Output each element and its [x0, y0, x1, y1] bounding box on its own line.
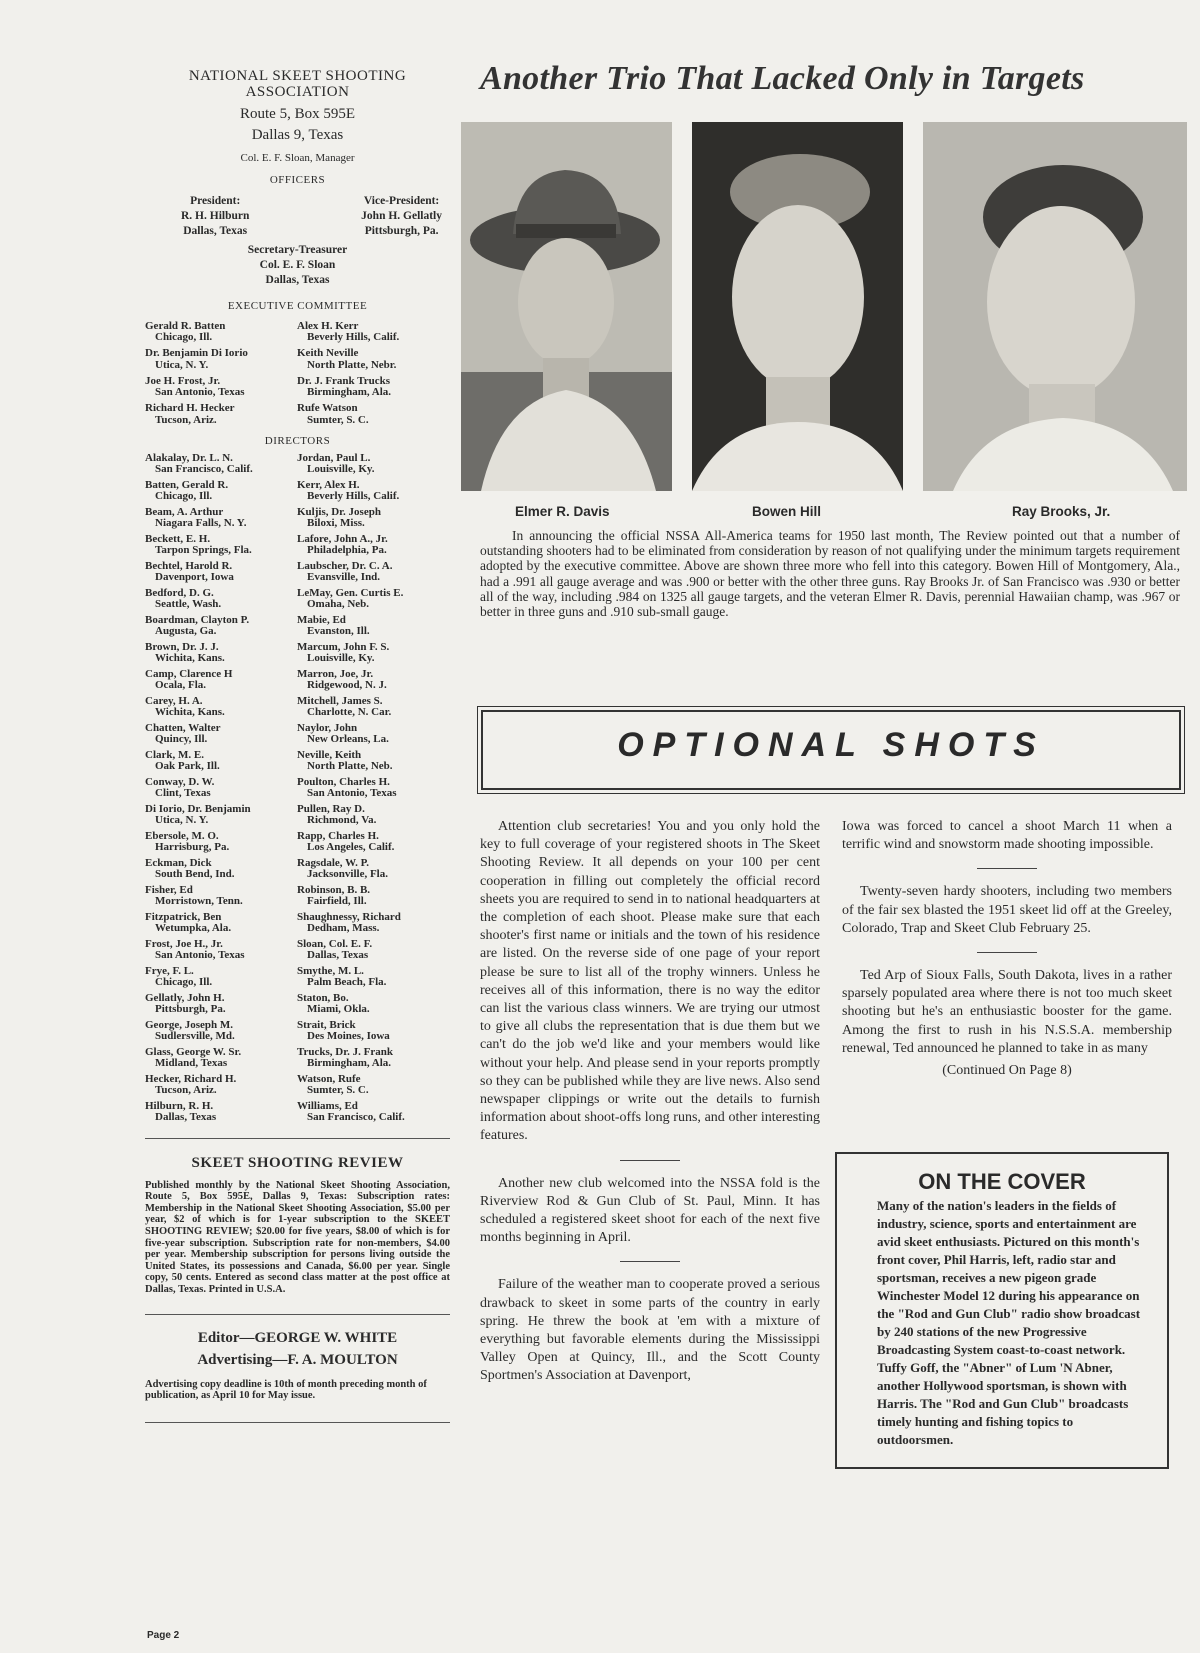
person-location: Dallas, Texas	[307, 949, 369, 962]
person-entry	[145, 912, 293, 935]
person-location: Louisville, Ky.	[307, 652, 375, 665]
secretary-name: Col. E. F. Sloan	[259, 259, 336, 271]
person-entry	[145, 1020, 293, 1043]
person-name: Mitchell, James S.	[297, 694, 383, 707]
person-entry	[297, 403, 450, 426]
divider	[145, 1138, 450, 1139]
secretary-location: Dallas, Texas	[265, 274, 330, 286]
person-name: Poulton, Charles H.	[297, 775, 390, 788]
person-entry	[145, 480, 293, 503]
person-name: Eckman, Dick	[145, 856, 212, 869]
paragraph: Iowa was forced to cancel a shoot March 11 when a terrific wind and snowstorm made shooting impossible.	[842, 819, 1172, 853]
person-location: New Orleans, La.	[307, 733, 389, 746]
person-entry	[297, 588, 450, 611]
person-location: Ocala, Fla.	[155, 679, 207, 692]
paragraph: Attention club secretaries! You and you only hold the key to full coverage of your registered shoots in The Skeet Shooting Review. It all depends on your 100 per cent cooperation in filling out completely the official record sheets you are required to send in to national headquarters at the completion of each shoot. Please make sure that each shooter's first name or initials and the town of his residence are listed. On the reverse side of one page of your report please be sure to list all of the trophy winners. Unless he receives all of this information, there is no way the editor can list the various class winners. We are trying our utmost to give all clubs the representation that is due them but we can't do the job we'd like and your members would like without your help. And please send in your reports promptly so they can be published while they are live news. Also send newspaper clippings or write out the details to furnish information about shoot-offs long runs, and other interesting features.	[480, 819, 820, 1144]
person-name: Bechtel, Harold R.	[145, 559, 233, 572]
secretary-label: Secretary-Treasurer	[247, 244, 348, 256]
person-name: Robinson, B. B.	[297, 883, 371, 896]
person-location: Augusta, Ga.	[155, 625, 217, 638]
person-name: Chatten, Walter	[145, 721, 221, 734]
person-name: Williams, Ed	[297, 1099, 358, 1112]
vp-location: Pittsburgh, Pa.	[364, 225, 439, 237]
article-headline: Another Trio That Lacked Only in Targets	[480, 60, 1085, 97]
person-location: Louisville, Ky.	[307, 463, 375, 476]
person-entry	[145, 1101, 293, 1124]
person-entry	[145, 723, 293, 746]
person-location: South Bend, Ind.	[155, 868, 235, 881]
person-entry	[297, 966, 450, 989]
person-entry	[297, 696, 450, 719]
secretary-treasurer	[145, 243, 450, 288]
person-name: Conway, D. W.	[145, 775, 215, 788]
person-entry	[297, 376, 450, 399]
person-entry	[297, 453, 450, 476]
person-name: Rapp, Charles H.	[297, 829, 379, 842]
person-location: North Platte, Nebr.	[307, 358, 397, 371]
divider	[145, 1314, 450, 1315]
officers-heading: OFFICERS	[269, 174, 326, 186]
person-name: Gellatly, John H.	[145, 991, 225, 1004]
person-name: Pullen, Ray D.	[297, 802, 365, 815]
review-title: SKEET SHOOTING REVIEW	[191, 1154, 404, 1171]
person-location: Charlotte, N. Car.	[307, 706, 392, 719]
person-name: LeMay, Gen. Curtis E.	[297, 586, 404, 599]
separator	[620, 1261, 680, 1262]
person-location: Evansville, Ind.	[307, 571, 381, 584]
person-name: Laubscher, Dr. C. A.	[297, 559, 393, 572]
person-entry	[297, 642, 450, 665]
person-entry	[297, 1047, 450, 1070]
portrait-1-image	[461, 122, 672, 491]
person-entry	[297, 1020, 450, 1043]
person-name: Keith Neville	[297, 347, 359, 360]
person-name: Kerr, Alex H.	[297, 478, 360, 491]
person-location: San Francisco, Calif.	[155, 463, 253, 476]
person-location: Harrisburg, Pa.	[155, 841, 230, 854]
person-name: Hecker, Richard H.	[145, 1072, 237, 1085]
person-location: Miami, Okla.	[307, 1003, 370, 1016]
person-entry	[145, 453, 293, 476]
person-name: Clark, M. E.	[145, 748, 204, 761]
person-location: Evanston, Ill.	[307, 625, 370, 638]
portrait-3-image	[923, 122, 1187, 491]
person-entry	[145, 376, 293, 399]
president-name: R. H. Hilburn	[181, 210, 250, 222]
person-entry	[145, 696, 293, 719]
person-location: Richmond, Va.	[307, 814, 377, 827]
person-location: Sumter, S. C.	[307, 1084, 369, 1097]
person-location: North Platte, Neb.	[307, 760, 393, 773]
person-name: Frost, Joe H., Jr.	[145, 937, 223, 950]
vp-label: Vice-President:	[363, 195, 440, 207]
executive-committee-list	[145, 321, 450, 431]
person-location: Tarpon Springs, Fla.	[155, 544, 252, 557]
editor-credit: Editor—GEORGE W. WHITE	[197, 1329, 398, 1346]
person-entry	[145, 507, 293, 530]
person-location: Philadelphia, Pa.	[307, 544, 387, 557]
person-entry	[145, 777, 293, 800]
person-name: Marron, Joe, Jr.	[297, 667, 374, 680]
person-entry	[297, 804, 450, 827]
person-location: Morristown, Tenn.	[155, 895, 243, 908]
person-location: Niagara Falls, N. Y.	[155, 517, 247, 530]
on-the-cover-box	[835, 1152, 1169, 1469]
person-location: Sumter, S. C.	[307, 413, 369, 426]
person-name: Frye, F. L.	[145, 964, 194, 977]
person-name: Dr. J. Frank Trucks	[297, 374, 391, 387]
person-name: Fisher, Ed	[145, 883, 193, 896]
person-entry	[145, 1047, 293, 1070]
cover-title: ON THE COVER	[918, 1169, 1086, 1194]
portrait-2-image	[692, 122, 903, 491]
person-name: Carey, H. A.	[145, 694, 203, 707]
person-name: Staton, Bo.	[297, 991, 349, 1004]
person-location: Oak Park, Ill.	[155, 760, 220, 773]
person-entry	[297, 831, 450, 854]
person-name: Ebersole, M. O.	[145, 829, 219, 842]
person-entry	[297, 1074, 450, 1097]
person-location: Birmingham, Ala.	[307, 386, 392, 399]
person-entry	[297, 480, 450, 503]
person-name: Fitzpatrick, Ben	[145, 910, 222, 923]
person-entry	[145, 534, 293, 557]
person-entry	[297, 1101, 450, 1124]
person-location: Tucson, Ariz.	[155, 413, 217, 426]
person-name: Brown, Dr. J. J.	[145, 640, 219, 653]
person-location: Utica, N. Y.	[155, 358, 209, 371]
person-location: Seattle, Wash.	[155, 598, 222, 611]
person-location: Davenport, Iowa	[155, 571, 234, 584]
photo-ray-brooks	[923, 122, 1187, 491]
person-name: Camp, Clarence H	[145, 667, 233, 680]
person-entry	[297, 561, 450, 584]
person-entry	[145, 561, 293, 584]
person-entry	[297, 912, 450, 935]
cover-text: Many of the nation's leaders in the fields of industry, science, sports and entertainment are avid skeet enthusiasts. Pictured on this month's front cover, Phil Harris, left, radio star and sportsman, receives a new pigeon grade Winchester Model 12 during his appearance on the "Rod and Gun Club" radio show broadcast by 240 stations of the new Progressive Broadcasting System coast-to-coast network. Tuffy Goff, the "Abner" of Lum 'N Abner, another Hollywood sportsman, is shown with Harris. The "Rod and Gun Club" broadcasts timely hunting and fishing topics to outdoorsmen.	[877, 1198, 1141, 1447]
person-name: Glass, George W. Sr.	[145, 1045, 242, 1058]
person-entry	[297, 993, 450, 1016]
person-entry	[145, 750, 293, 773]
paragraph: Ted Arp of Sioux Falls, South Dakota, lives in a rather sparsely populated area where there is not too much skeet shooting but he's an enthusiastic booster for the game. Among the first to rush in his N.S.S.A. membership renewal, Ted announced he planned to take in as many	[842, 968, 1172, 1056]
person-name: Jordan, Paul L.	[297, 451, 371, 464]
directors-heading: DIRECTORS	[264, 434, 331, 447]
person-location: San Antonio, Texas	[155, 949, 245, 962]
org-manager: Col. E. F. Sloan, Manager	[240, 152, 355, 164]
person-entry	[297, 750, 450, 773]
person-entry	[297, 858, 450, 881]
person-name: Trucks, Dr. J. Frank	[297, 1045, 393, 1058]
org-address-line-1: Route 5, Box 595E	[240, 106, 355, 122]
person-name: Joe H. Frost, Jr.	[145, 374, 221, 387]
person-location: Wichita, Kans.	[155, 652, 225, 665]
paragraph: Failure of the weather man to cooperate proved a serious drawback to skeet in some parts of the country in early spring. He threw the book at 'em with a mixture of everything but favorable elements during the Mississippi Valley Open at Quincy, Ill., and the Scott County Sportmen's Association at Davenport,	[480, 1277, 820, 1384]
vp-name: John H. Gellatly	[361, 210, 442, 222]
person-entry	[297, 348, 450, 371]
person-name: Di Iorio, Dr. Benjamin	[145, 802, 251, 815]
person-entry	[145, 642, 293, 665]
person-entry	[297, 777, 450, 800]
person-location: San Francisco, Calif.	[307, 1111, 405, 1124]
person-entry	[145, 669, 293, 692]
page-number: Page 2	[147, 1630, 180, 1641]
optional-shots-title: OPTIONAL SHOTS	[617, 726, 1045, 764]
person-name: Lafore, John A., Jr.	[297, 532, 388, 545]
paragraph: Twenty-seven hardy shooters, including two members of the fair sex blasted the 1951 skeet lid off at the Greeley, Colorado, Trap and Skeet Club February 25.	[842, 884, 1172, 936]
caption-3: Ray Brooks, Jr.	[1012, 504, 1111, 519]
person-location: San Antonio, Texas	[155, 386, 245, 399]
vice-president	[361, 194, 442, 239]
person-name: Richard H. Hecker	[145, 402, 235, 415]
person-entry	[145, 939, 293, 962]
person-location: Utica, N. Y.	[155, 814, 209, 827]
continued-note: (Continued On Page 8)	[942, 1063, 1072, 1079]
person-name: Beam, A. Arthur	[145, 505, 224, 518]
person-location: Biloxi, Miss.	[307, 517, 365, 530]
president-location: Dallas, Texas	[183, 225, 248, 237]
person-entry	[145, 403, 293, 426]
person-name: Bedford, D. G.	[145, 586, 214, 599]
optional-shots-column-2	[842, 818, 1172, 1080]
person-entry	[145, 966, 293, 989]
separator	[977, 868, 1037, 869]
person-location: Beverly Hills, Calif.	[307, 490, 400, 503]
person-location: Los Angeles, Calif.	[307, 841, 395, 854]
person-entry	[145, 321, 293, 344]
optional-shots-column-1	[480, 818, 820, 1400]
person-entry	[145, 885, 293, 908]
person-location: Chicago, Ill.	[155, 331, 213, 344]
caption-1: Elmer R. Davis	[515, 504, 610, 519]
person-name: Strait, Brick	[297, 1018, 356, 1031]
person-entry	[297, 723, 450, 746]
person-name: Boardman, Clayton P.	[145, 613, 250, 626]
person-entry	[297, 615, 450, 638]
review-publication-info: Published monthly by the National Skeet Shooting Association, Route 5, Box 595E, Dallas 9, Texas: Subscription rates: Membership in the National Skeet Shooting Association, $5.00 per year, $2 of which is for 1-year subscription to the SKEET SHOOTING REVIEW; $20.00 for five years, $8.00 of which is for five-year subscription. Subscription rate for non-members, $4.00 per year. Membership subscription for persons living outside the United States, its possessions and Canada, $6.00 per year. Single copy, 50 cents. Entered as second class matter at the post office at Dallas, Texas. Printed in U.S.A.	[145, 1179, 450, 1295]
person-name: Mabie, Ed	[297, 613, 346, 626]
person-entry	[145, 348, 293, 371]
person-entry	[145, 831, 293, 854]
person-location: Des Moines, Iowa	[307, 1030, 390, 1043]
person-entry	[297, 939, 450, 962]
person-name: Watson, Rufe	[297, 1072, 361, 1085]
person-entry	[145, 993, 293, 1016]
president-label: President:	[190, 195, 241, 207]
divider	[145, 1422, 450, 1423]
person-entry	[297, 534, 450, 557]
person-name: Batten, Gerald R.	[145, 478, 229, 491]
person-location: Chicago, Ill.	[155, 976, 213, 989]
person-location: Omaha, Neb.	[307, 598, 370, 611]
person-location: Palm Beach, Fla.	[307, 976, 387, 989]
person-entry	[297, 669, 450, 692]
person-name: Kuljis, Dr. Joseph	[297, 505, 381, 518]
person-entry	[145, 1074, 293, 1097]
person-location: Chicago, Ill.	[155, 490, 213, 503]
person-location: Sudlersville, Md.	[155, 1030, 235, 1043]
person-location: Birmingham, Ala.	[307, 1057, 392, 1070]
advertising-credit: Advertising—F. A. MOULTON	[197, 1351, 398, 1368]
org-address-line-2: Dallas 9, Texas	[251, 127, 344, 143]
separator	[620, 1160, 680, 1161]
masthead	[145, 68, 450, 1423]
person-name: George, Joseph M.	[145, 1018, 233, 1031]
photo-bowen-hill	[692, 122, 903, 491]
executive-heading: EXECUTIVE COMMITTEE	[227, 300, 368, 312]
person-name: Hilburn, R. H.	[145, 1099, 214, 1112]
person-name: Marcum, John F. S.	[297, 640, 390, 653]
person-name: Naylor, John	[297, 721, 358, 734]
person-name: Neville, Keith	[297, 748, 362, 761]
person-entry	[297, 885, 450, 908]
caption-2: Bowen Hill	[752, 504, 822, 519]
person-location: Quincy, Ill.	[155, 733, 208, 746]
org-name: NATIONAL SKEET SHOOTING ASSOCIATION	[188, 68, 407, 100]
person-name: Ragsdale, W. P.	[297, 856, 370, 869]
person-location: Wichita, Kans.	[155, 706, 225, 719]
person-location: Ridgewood, N. J.	[307, 679, 387, 692]
photo-elmer-davis	[461, 122, 672, 491]
person-location: Wetumpka, Ala.	[155, 922, 232, 935]
person-name: Smythe, M. L.	[297, 964, 364, 977]
paragraph: Another new club welcomed into the NSSA fold is the Riverview Rod & Gun Club of St. Paul, Minn. It has scheduled a registered skeet shoot for each of the next five months beginning in April.	[480, 1175, 820, 1246]
separator	[977, 952, 1037, 953]
person-location: Dedham, Mass.	[307, 922, 380, 935]
president	[181, 194, 249, 239]
advertising-deadline: Advertising copy deadline is 10th of month preceding month of publication, as April 10 for May issue.	[145, 1378, 427, 1402]
person-entry	[145, 858, 293, 881]
person-location: Tucson, Ariz.	[155, 1084, 217, 1097]
person-name: Beckett, E. H.	[145, 532, 211, 545]
person-name: Alex H. Kerr	[297, 320, 359, 332]
person-entry	[145, 804, 293, 827]
officers-block	[145, 194, 450, 239]
person-location: Fairfield, Ill.	[307, 895, 367, 908]
person-entry	[297, 507, 450, 530]
person-location: Midland, Texas	[155, 1057, 228, 1070]
person-name: Gerald R. Batten	[145, 320, 226, 332]
person-location: San Antonio, Texas	[307, 787, 397, 800]
person-location: Dallas, Texas	[155, 1111, 217, 1124]
person-location: Beverly Hills, Calif.	[307, 331, 400, 344]
person-name: Dr. Benjamin Di Iorio	[145, 347, 248, 360]
directors-list	[145, 453, 450, 1128]
person-name: Alakalay, Dr. L. N.	[145, 451, 233, 464]
person-entry	[297, 321, 450, 344]
org-address	[145, 104, 450, 146]
person-name: Rufe Watson	[297, 402, 358, 415]
article-intro: In announcing the official NSSA All-America teams for 1950 last month, The Review pointed out that a number of outstanding shooters had to be eliminated from consideration by reason of not qualifying under the minimum targets requirement adopted by the executive committee. Above are shown three more who fell into this category. Bowen Hill of Montgomery, Ala., had a .991 all gauge average and was .900 or better with the other three guns. Ray Brooks Jr. of San Francisco was .930 or better all of the way, including .984 on 1325 all gauge targets, and the veteran Elmer R. Davis, perennial Hawaiian champ, was .967 or better in three guns and .910 sub-small gauge.	[480, 528, 1180, 620]
person-entry	[145, 588, 293, 611]
person-location: Jacksonville, Fla.	[307, 868, 388, 881]
person-location: Clint, Texas	[155, 787, 211, 800]
person-name: Sloan, Col. E. F.	[297, 937, 373, 950]
person-entry	[145, 615, 293, 638]
person-location: Pittsburgh, Pa.	[155, 1003, 226, 1016]
person-name: Shaughnessy, Richard	[297, 910, 401, 923]
